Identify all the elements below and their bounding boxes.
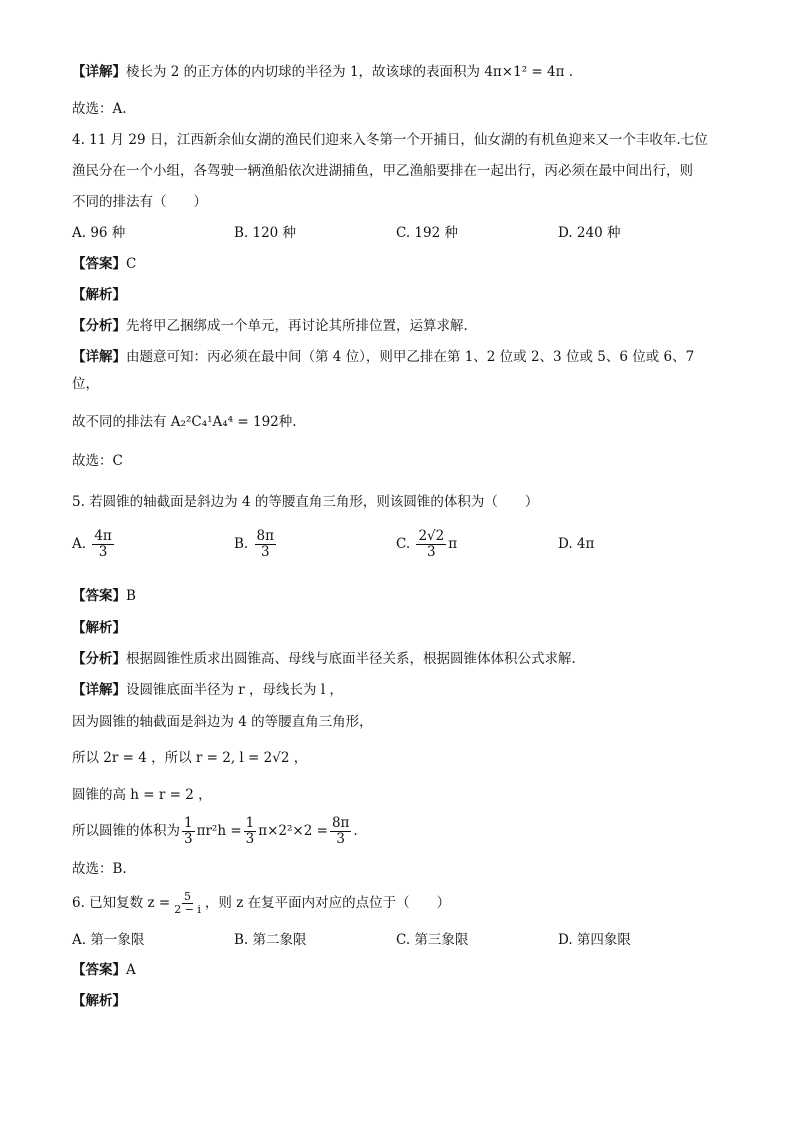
q4-count-line — [72, 412, 297, 432]
q4-stem-line3: 不同的排法有（ ） — [72, 194, 207, 210]
q4-detail-line1 — [72, 347, 694, 367]
q6-options — [72, 930, 720, 950]
q6-option-b: B. 第二象限 — [234, 932, 307, 948]
q4-count-suffix: 种. — [278, 414, 297, 430]
q5-options — [72, 528, 720, 560]
q5-fenxi-line — [72, 649, 576, 669]
q4-option-a: A. 96 种 — [72, 225, 126, 241]
fenxi-tag: 【分析】 — [72, 651, 126, 667]
q5-detail-line3: 所以 2r = 4 ，所以 r = 2, l = 2√2 ， — [72, 750, 308, 766]
q5-volume-line: 所以圆锥的体积为 $\frac{1}{3}$ πr²h = $\frac{1}{3}$ π×2²×2 = $\frac{8\pi}{3}$ . — [72, 815, 358, 847]
detail-tag: 【详解】 — [72, 682, 126, 698]
q6-analysis-tag: 【解析】 — [72, 993, 126, 1009]
q4-choose: 故选：C — [72, 453, 123, 469]
q4-count-formula: A₂²C₄¹A₄⁴ = 192 — [170, 414, 279, 430]
q4-options — [72, 223, 720, 243]
q5-detail-line4: 圆锥的高 h = r = 2 ， — [72, 787, 212, 803]
q6-answer: A — [126, 962, 136, 978]
q4-fenxi-line — [72, 316, 468, 336]
q6-option-c: C. 第三象限 — [396, 932, 469, 948]
q5-detail-line2: 因为圆锥的轴截面是斜边为 4 的等腰直角三角形， — [72, 714, 373, 730]
q4-detail-line2: 位， — [72, 376, 99, 392]
q6-option-a: A. 第一象限 — [72, 932, 145, 948]
q5-answer-line — [72, 586, 136, 606]
q4-detail-text1: 由题意可知：丙必须在最中间（第 4 位），则甲乙排在第 1、2 位或 2、3 位或 5、6 位或 6、7 — [126, 349, 695, 365]
q5-option-a: A. $\frac{4\pi}{3}$ — [72, 528, 112, 560]
q4-analysis-tag: 【解析】 — [72, 287, 126, 303]
q6-option-d: D. 第四象限 — [558, 932, 631, 948]
q5-analysis-tag: 【解析】 — [72, 620, 126, 636]
q4-option-d: D. 240 种 — [558, 225, 621, 241]
q5-answer: B — [126, 588, 136, 604]
answer-tag: 【答案】 — [72, 256, 126, 272]
q5-detail-text1: 设圆锥底面半径为 r ，母线长为 l ， — [126, 682, 343, 698]
q4-stem-line2: 渔民分在一个小组，各驾驶一辆渔船依次进湖捕鱼，甲乙渔船要排在一起出行，丙必须在最中间出行，则 — [72, 163, 693, 179]
q5-choose: 故选：B. — [72, 861, 127, 877]
q3-detail-text: 棱长为 2 的正方体的内切球的半径为 1，故该球的表面积为 4π×1² = 4π . — [126, 64, 574, 80]
answer-tag: 【答案】 — [72, 588, 126, 604]
q5-fenxi: 根据圆锥性质求出圆锥高、母线与底面半径关系，根据圆锥体体积公式求解. — [126, 651, 576, 667]
q5-option-b: B. $\frac{8\pi}{3}$ — [234, 528, 274, 560]
q3-choose: 故选：A. — [72, 101, 127, 117]
q6-stem: 6. 已知复数 z = $\frac{5}{2 - i}$ ，则 z 在复平面内对应的点位于（ ） — [72, 890, 451, 916]
q5-option-d: D. 4π — [558, 536, 595, 552]
q4-count-prefix: 故不同的排法有 — [72, 414, 171, 430]
q4-fenxi: 先将甲乙捆绑成一个单元，再讨论其所排位置，运算求解. — [126, 318, 468, 334]
detail-tag: 【详解】 — [72, 349, 126, 365]
q4-answer: C — [126, 256, 137, 272]
q4-stem-line1: 4. 11 月 29 日，江西新余仙女湖的渔民们迎来入冬第一个开捕日，仙女湖的有机鱼迎来又一个丰收年.七位 — [72, 132, 708, 148]
q3-detail-line — [72, 62, 573, 82]
q4-option-c: C. 192 种 — [396, 225, 458, 241]
answer-tag: 【答案】 — [72, 962, 126, 978]
q5-option-c: C. $\frac{2√2}{3}$ π — [396, 528, 458, 560]
q5-detail-line1 — [72, 680, 343, 700]
q5-stem: 5. 若圆锥的轴截面是斜边为 4 的等腰直角三角形，则该圆锥的体积为（ ） — [72, 494, 539, 510]
detail-tag: 【详解】 — [72, 64, 126, 80]
q4-answer-line — [72, 254, 136, 274]
fenxi-tag: 【分析】 — [72, 318, 126, 334]
q4-option-b: B. 120 种 — [234, 225, 297, 241]
q6-answer-line — [72, 960, 136, 980]
